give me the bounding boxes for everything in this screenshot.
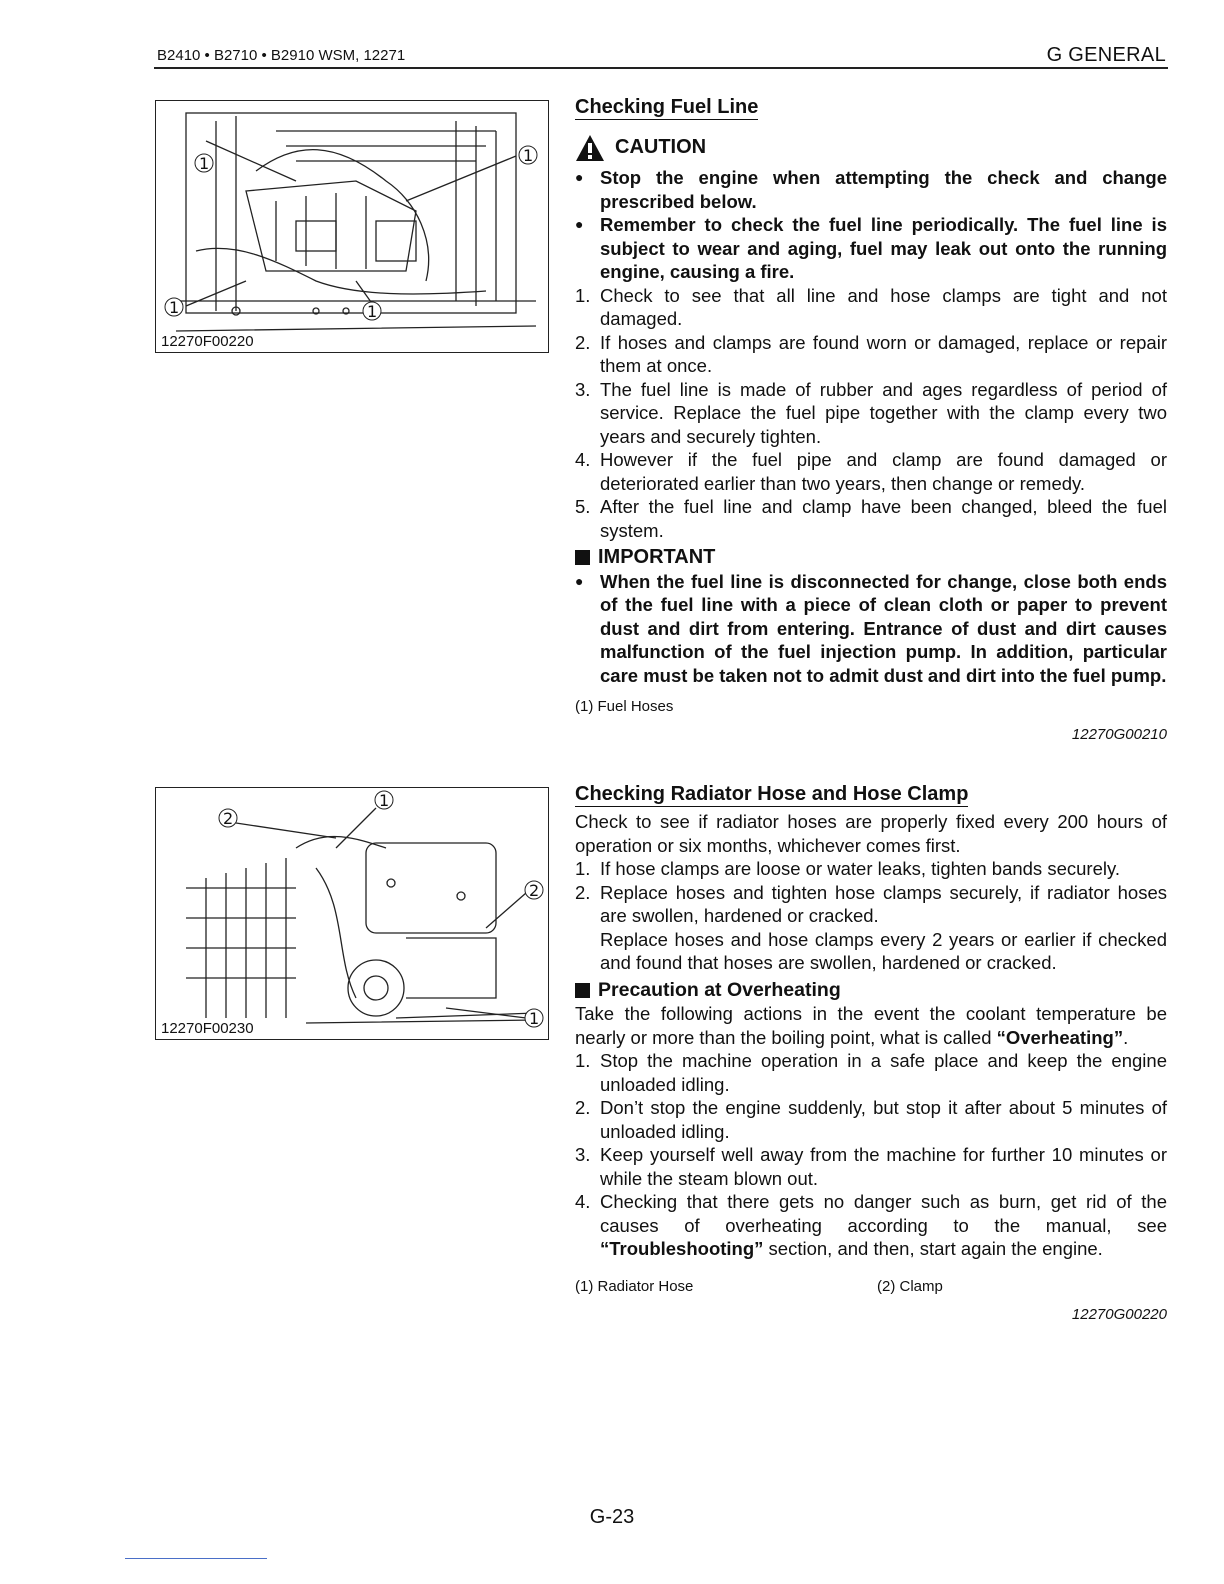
precaution-label: Precaution at Overheating — [598, 978, 841, 1001]
list-item — [575, 1096, 1167, 1143]
step-text: However if the fuel pipe and clamp are found damaged or deteriorated earlier than two years, then change or remedy. — [600, 449, 1167, 494]
radiator-illustration — [156, 788, 548, 1039]
step-number: 2. — [575, 1097, 591, 1118]
step-continuation: Replace hoses and hose clamps every 2 years or earlier if checked and found that hoses are swollen, hardened or cracked. — [600, 928, 1167, 973]
figure-code: 12270F00230 — [161, 1020, 254, 1037]
step-number: 2. — [575, 331, 591, 353]
warning-triangle-icon — [575, 134, 605, 162]
step-text: The fuel line is made of rubber and ages regardless of period of service. Replace the fuel pipe together with the clamp every two years and securely tighten. — [600, 378, 1167, 447]
list-item — [575, 495, 1167, 542]
step-number: 4. — [575, 1191, 591, 1212]
caution-item: ● Remember to check the fuel line periodically. The fuel line is subject to wear and aging, fuel may leak out onto the running engine, causing a fire. — [575, 213, 1167, 284]
list-item — [575, 1143, 1167, 1190]
step-number: 1. — [575, 284, 591, 306]
list-item — [575, 1049, 1167, 1096]
important-label: IMPORTANT — [598, 546, 716, 568]
square-bullet-icon — [575, 983, 590, 998]
step-text: If hose clamps are loose or water leaks, tighten bands securely. — [600, 858, 1120, 879]
step-text: Check to see that all line and hose clamps are tight and not damaged. — [600, 284, 1167, 329]
list-item — [575, 881, 1167, 928]
troubleshooting-term: “Troubleshooting” — [600, 1238, 764, 1259]
radiator-section — [575, 782, 1167, 1327]
step-number: 2. — [575, 881, 591, 903]
step-text: If hoses and clamps are found worn or damaged, replace or repair them at once. — [600, 331, 1167, 376]
radiator-steps — [575, 857, 1167, 928]
callout-2a: 2 — [223, 809, 234, 828]
figure-legend — [575, 1275, 1167, 1299]
figure-radiator-hose — [155, 787, 549, 1040]
step-number: 1. — [575, 858, 591, 879]
callout-1f: 1 — [529, 1009, 540, 1028]
legend-item: (1) Radiator Hose — [575, 1277, 694, 1295]
callout-1c: 1 — [169, 298, 180, 317]
list-item — [575, 378, 1167, 449]
caution-heading — [575, 134, 1167, 162]
precaution-steps — [575, 1049, 1167, 1261]
callout-1b: 1 — [523, 146, 534, 165]
legend-item: (2) Clamp — [877, 1277, 943, 1295]
list-item — [575, 448, 1167, 495]
reference-code: 12270G00220 — [1071, 1306, 1167, 1323]
square-bullet-icon — [575, 550, 590, 565]
page-number: G-23 — [589, 1506, 635, 1528]
callout-1a: 1 — [199, 154, 210, 173]
step-text: Replace hoses and tighten hose clamps securely, if radiator hoses are swollen, hardened or cracked. — [600, 881, 1167, 926]
section-title: Checking Radiator Hose and Hose Clamp — [575, 783, 969, 805]
step-number: 5. — [575, 496, 591, 517]
list-item — [575, 857, 1167, 881]
figure-legend: (1) Fuel Hoses — [575, 698, 674, 715]
fuel-line-section — [575, 95, 1167, 746]
reference-code: 12270G00210 — [1071, 725, 1167, 743]
callout-1d: 1 — [367, 302, 378, 321]
callout-2b: 2 — [529, 881, 540, 900]
step-number: 1. — [575, 1050, 591, 1071]
section-title: Checking Fuel Line — [575, 96, 759, 118]
engine-illustration — [156, 101, 548, 352]
list-item — [575, 331, 1167, 378]
important-heading — [575, 546, 1167, 570]
precaution-heading — [575, 979, 1167, 1003]
intro-end: . — [1123, 1026, 1129, 1048]
step-text: Stop the machine operation in a safe place and keep the engine unloaded idling. — [600, 1050, 1167, 1095]
step-text: Checking that there gets no danger such as burn, get rid of the causes of overheating according to the manual, see — [600, 1191, 1167, 1236]
figure-fuel-hoses — [155, 100, 549, 353]
header-left: B2410 • B2710 • B2910 WSM, 12271 — [157, 47, 406, 64]
step-number: 3. — [575, 378, 591, 400]
precaution-intro — [575, 1002, 1167, 1049]
caution-label: CAUTION — [615, 136, 707, 159]
overheating-term: “Overheating” — [996, 1026, 1124, 1048]
step-text: Keep yourself well away from the machine for further 10 minutes or while the steam blown out. — [600, 1144, 1167, 1189]
caution-list — [575, 166, 1167, 284]
callout-1e: 1 — [379, 791, 390, 810]
step-number: 4. — [575, 449, 591, 470]
caution-item: ● Stop the engine when attempting the check and change prescribed below. — [575, 166, 1167, 213]
list-item — [575, 284, 1167, 331]
step-text: After the fuel line and clamp have been changed, bleed the fuel system. — [600, 496, 1167, 541]
step-text-end: section, and then, start again the engine. — [763, 1238, 1103, 1259]
important-item: ● When the fuel line is disconnected for change, close both ends of the fuel line with a piece of clean cloth or paper to prevent dust and dirt from entering. Entrance of dust and dirt causes malfunction of the fuel injection pump. In addition, particular care must be taken not to admit dust and dirt into the fuel pump. — [575, 570, 1167, 688]
radiator-intro: Check to see if radiator hoses are properly fixed every 200 hours of operation or six months, whichever comes first. — [575, 811, 1167, 856]
list-item — [575, 1190, 1167, 1261]
footer-rule — [125, 1558, 267, 1559]
fuel-line-steps — [575, 284, 1167, 543]
header-section: G GENERAL — [1046, 44, 1166, 66]
step-text: Don’t stop the engine suddenly, but stop it after about 5 minutes of unloaded idling. — [600, 1097, 1167, 1142]
intro-text: Take the following actions in the event the coolant temperature be nearly or more than the boiling point, what is called — [575, 1003, 1167, 1048]
important-list — [575, 570, 1167, 688]
step-number: 3. — [575, 1144, 591, 1165]
figure-code: 12270F00220 — [161, 333, 254, 350]
header-rule — [154, 67, 1168, 69]
